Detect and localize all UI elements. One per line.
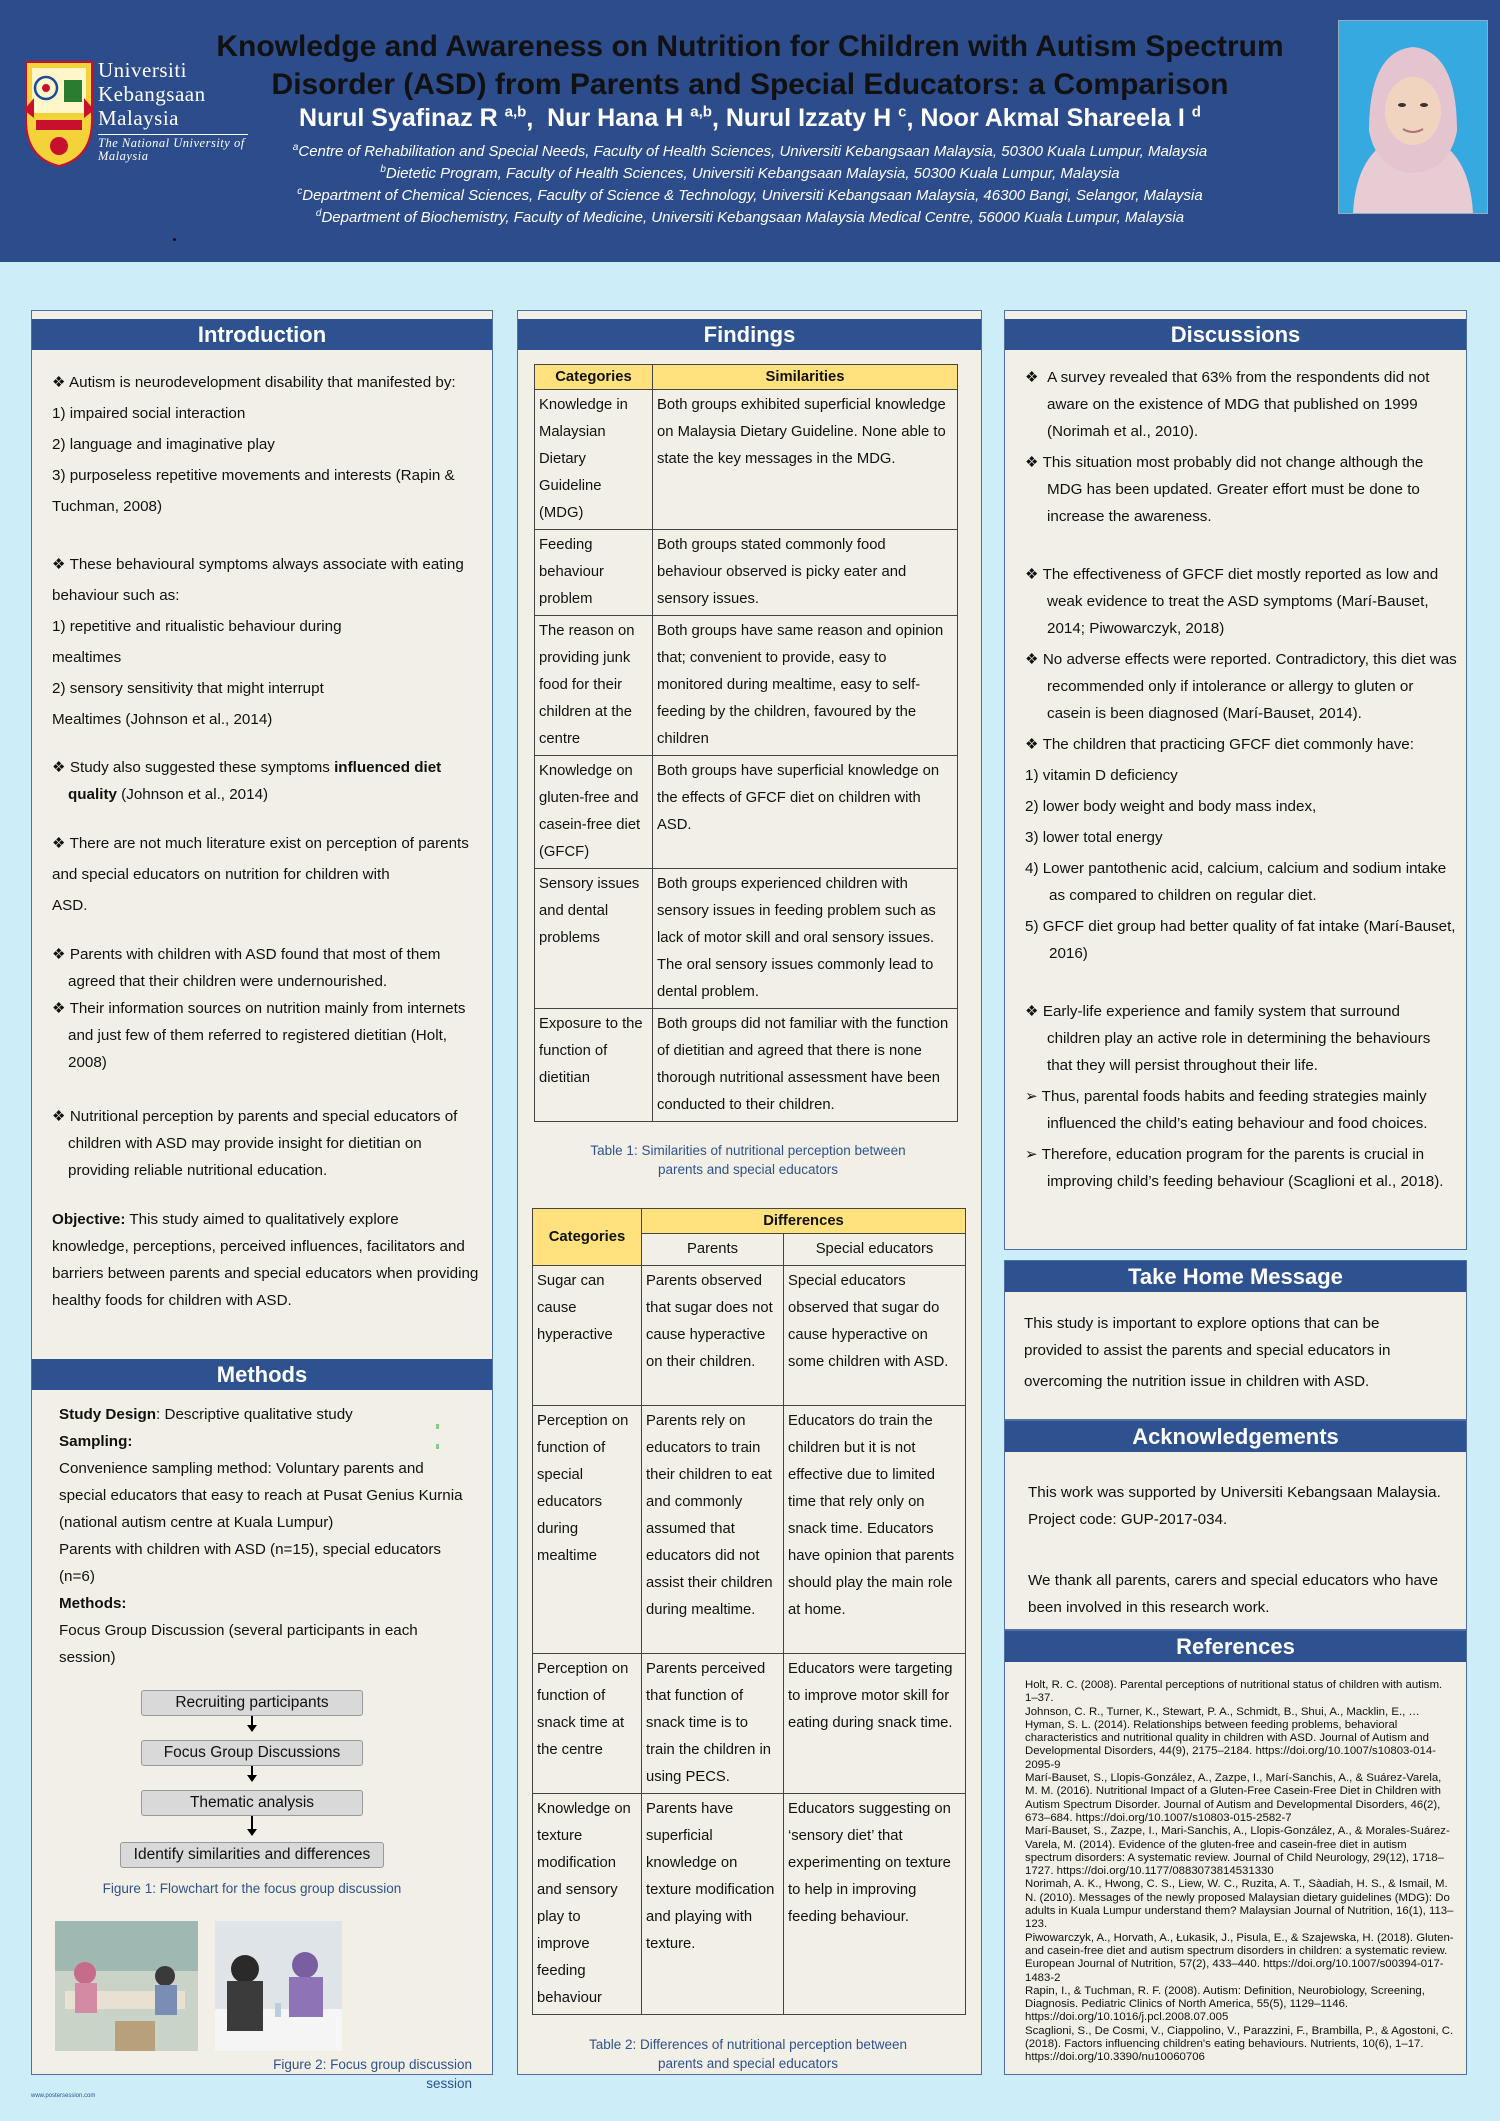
table-cell: Both groups stated commonly food behaviour observed is picky eater and sensory issues. [653,530,958,616]
logo-tagline: The National University of Malaysia [98,134,248,163]
reference-item: Scaglioni, S., De Cosmi, V., Ciappolino, V., Parazzini, F., Brambilla, P., & Agostoni, C. (2018). Factors influencing children's eating behaviours. Nutrients, 10(6), 1–17. https://doi.org/10.3390/nu10060706 [1025,2024,1454,2064]
reference-item: Johnson, C. R., Turner, K., Stewart, P. A., Schmidt, B., Shui, A., Macklin, E., … Hyman, S. L. (2014). Relationships between feeding problems, behavioral characteristics and nutritional quality in children with ASD. Journal of Autism and Developmental Disorders, 44(9), 2175–2184. https://doi.org/10.1007/s10803-014-2095-9 [1025,1705,1436,1771]
intro-text: 2008) [68,1054,107,1071]
discussion-bullet: ❖ This situation most probably did not change although the MDG has been updated. Greater effort must be done to increase the awareness. [1025,454,1424,525]
discussion-bullet: ❖ The children that practicing GFCF diet commonly have: [1025,736,1414,753]
affiliation-d: $^d$Department of Biochemistry, Faculty of Medicine, Universiti Kebangsaan Malaysia Medical Centre, 56000 Kuala Lumpur, Malaysia [315,208,1185,226]
findings-heading: Findings [518,319,981,350]
discussion-bullet: ❖ Early-life experience and family system that surround children play an active role in determining the behaviours that they will persist throughout their life. [1025,1003,1431,1074]
take-home-body [1024,1310,1454,1395]
acknowledgements-panel [1004,1420,1467,1630]
table-row [535,530,958,616]
table-cell: Educators do train the children but it is not effective due to limited time that rely only on snack time. Educators have opinion that parents should play the main role at home. [784,1406,966,1654]
table-row [533,1654,966,1794]
sampling-text: special educators that easy to reach at Pusat Genius Kurnia [59,1487,463,1504]
decor-mark [436,1444,439,1449]
flow-step-2: Focus Group Discussions [141,1740,363,1766]
acknowledgements-text: This work was supported by Universiti Kebangsaan Malaysia. [1028,1484,1441,1501]
discussion-list-item: 2) lower body weight and body mass index, [1025,798,1317,815]
objective: Objective: This study aimed to qualitatively explore [52,1211,399,1228]
author-2: Nur Hana H $^{a,b}$ [547,104,712,133]
discussions-panel [1004,310,1467,1250]
discussion-bullet: ❖ A survey revealed that 63% from the respondents did not aware on the existence of MDG that published on 1999 (Norimah et al., 2010). [1025,369,1430,440]
methods-text: session) [59,1649,116,1666]
header-dot [173,238,176,241]
intro-bullet-3-cont: quality (Johnson et al., 2014) [68,786,269,803]
poster-title [215,28,1285,104]
author-list: Nurul Syafinaz R $^{a,b}$, Nur Hana H $^{a,b}$, Nurul Izzaty H $^c$, Noor Akmal Shareela I $^d$ [299,104,1201,133]
intro-bullet-6: ❖ Their information sources on nutrition mainly from internets [52,1000,466,1017]
methods-text: Focus Group Discussion (several participants in each [59,1622,418,1639]
acknowledgements-text: We thank all parents, carers and special educators who have [1028,1572,1439,1589]
table-cell: Educators suggesting on ‘sensory diet’ that experimenting on texture to help in improving feeding behaviour. [784,1794,966,2015]
author-4: Noor Akmal Shareela I $^d$ [920,104,1201,133]
table-row [535,616,958,756]
discussion-bullet: ❖ The effectiveness of GFCF diet mostly reported as low and weak evidence to treat the ASD symptoms (Marí-Bauset, 2014; Piwowarczyk, 2018) [1025,566,1439,637]
table-cell: Parents perceived that function of snack time is to train the children in using PECS. [642,1654,784,1794]
table-header-cell: Similarities [653,365,958,390]
discussion-list-item: 4) Lower pantothenic acid, calcium, calcium and sodium intake as compared to children on regular diet. [1025,860,1447,904]
objective-text: knowledge, perceptions, perceived influences, facilitators and [52,1238,465,1255]
intro-text: behaviour such as: [52,587,180,604]
table-header-row [533,1209,966,1234]
intro-list-item: Tuchman, 2008) [52,498,163,515]
introduction-body [52,369,482,1314]
intro-list-item: 3) purposeless repetitive movements and interests (Rapin & [52,467,455,484]
affiliation-b: $^b$Dietetic Program, Faculty of Health Sciences, Universiti Kebangsaan Malaysia, 50300 Kuala Lumpur, Malaysia [380,164,1120,182]
focus-group-photo-1 [55,1921,198,2051]
reference-item: Marí-Bauset, S., Zazpe, I., Mari-Sanchis, A., Llopis-González, A., & Morales-Suárez-Varela, M. (2014). Evidence of the gluten-free and casein-free diet in autism spectrum disorders: A systematic review. Journal of Child Neurology, 29(12), 1718–1727. https://doi.org/10.1177/0883073814531330 [1025,1825,1450,1878]
references-list [1025,1679,1455,2065]
author-3: Nurul Izzaty H $^c$ [725,104,907,133]
table-header-cell: Special educators [784,1234,966,1266]
reference-item: Norimah, A. K., Hwong, C. S., Liew, W. C., Ruzita, A. T., Sàadiah, H. S., & Ismail, M. N. (2010). Messages of the newly proposed Malaysian dietary guidelines (MDG): Do adults in Kuala Lumpur understand them? Malaysian Journal of Nutrition, 16(1), 113–123. [1025,1878,1454,1931]
table-row [533,1406,966,1654]
author-1: Nurul Syafinaz R $^{a,b}$ [299,104,527,133]
intro-text: and special educators on nutrition for children with [52,866,390,883]
intro-text: ASD. [52,897,88,914]
table-cell: Sensory issues and dental problems [535,869,653,1009]
reference-item: Marí-Bauset, S., Llopis-González, A., Zazpe, I., Marí-Sanchis, A., & Suárez-Varela, M. M. (2016). Nutritional Impact of a Gluten-Free Casein-Free Diet in Children with Autism Spectrum Disorder. Journal of Autism and Developmental Disorders, 46(2), 673–684. https://doi.org/10.1007/s10803-015-2582-7 [1025,1772,1442,1824]
table-header-cell: Categories [533,1209,642,1266]
intro-list-item: 2) sensory sensitivity that might interrupt [52,680,324,697]
references-heading: References [1005,1631,1466,1662]
author-photo [1338,20,1488,214]
table-cell: Perception on function of snack time at the centre [533,1654,642,1794]
intro-bullet-3: ❖ Study also suggested these symptoms influenced diet [52,759,442,776]
flow-arrow [251,1766,253,1780]
table-2-caption: Table 2: Differences of nutritional perception between parents and special educators [589,2037,907,2071]
table-cell: Sugar can cause hyperactive [533,1266,642,1406]
objective-text: healthy foods for children with ASD. [52,1292,292,1309]
discussion-list-item: 1) vitamin D deficiency [1025,767,1178,784]
intro-bullet-7: ❖ Nutritional perception by parents and special educators of [52,1108,458,1125]
acknowledgements-heading: Acknowledgements [1005,1421,1466,1452]
study-design: Study Design: Descriptive qualitative study [59,1406,353,1423]
table-1-caption: Table 1: Similarities of nutritional perception between parents and special educators [590,1143,906,1177]
findings-panel [517,310,982,2075]
table-cell: Both groups exhibited superficial knowledge on Malaysia Dietary Guideline. None able to state the key messages in the MDG. [653,390,958,530]
table-row [535,390,958,530]
take-home-heading: Take Home Message [1005,1261,1466,1292]
intro-list-item: 2) language and imaginative play [52,436,275,453]
similarities-table [534,364,958,1122]
table-cell: Knowledge in Malaysian Dietary Guideline (MDG) [535,390,653,530]
table-cell: Knowledge on texture modification and sensory play to improve feeding behaviour [533,1794,642,2015]
table-cell: Perception on function of special educators during mealtime [533,1406,642,1654]
intro-text: agreed that their children were undernourished. [68,973,388,990]
decor-mark [436,1424,439,1429]
acknowledgements-text: been involved in this research work. [1028,1599,1270,1616]
table-cell: The reason on providing junk food for their children at the centre [535,616,653,756]
logo-line-3: Malaysia [98,106,179,130]
table-cell: Both groups have same reason and opinion that; convenient to provide, easy to monitored during mealtime, easy to self-feeding by the children, favoured by the children [653,616,958,756]
reference-item: Piwowarczyk, A., Horvath, A., Łukasik, J., Pisula, E., & Szajewska, H. (2018). Gluten- and casein-free diet and autism spectrum disorders in children: a systematic review. European Journal of Nutrition, 57(2), 433–440. https://doi.org/10.1007/s00394-017-1483-2 [1025,1931,1454,1984]
table-cell: Parents rely on educators to train their children to eat and commonly assumed that educators did not assist their children during mealtime. [642,1406,784,1654]
intro-bullet-5: ❖ Parents with children with ASD found that most of them [52,946,441,963]
objective-text: barriers between parents and special educators when providing [52,1265,479,1282]
table-cell: Both groups did not familiar with the function of dietitian and agreed that there is none thorough nutritional assessment have been conducted to their children. [653,1009,958,1122]
reference-item: Rapin, I., & Tuchman, R. F. (2008). Autism: Definition, Neurobiology, Screening, Diagnosis. Pediatric Clinics of North America, 55(5), 1129–1146. https://doi.org/10.1016/j.pcl.2008.07.005 [1025,1984,1425,2024]
table-cell: Parents have superficial knowledge on texture modification and playing with texture. [642,1794,784,2015]
discussions-heading: Discussions [1005,319,1466,350]
sampling-text: (national autism centre at Kuala Lumpur) [59,1514,334,1531]
introduction-methods-panel [31,310,493,2091]
flow-step-3: Thematic analysis [141,1790,363,1816]
table-header-row [535,365,958,390]
affiliation-a: $^a$Centre of Rehabilitation and Special Needs, Faculty of Health Sciences, Universiti Kebangsaan Malaysia, 50300 Kuala Lumpur, Malaysia [292,142,1208,160]
intro-text: and just few of them referred to registered dietitian (Holt, [68,1027,448,1044]
table-row [533,1794,966,2015]
take-home-panel [1004,1260,1467,1420]
sampling-text: Parents with children with ASD (n=15), special educators [59,1541,441,1558]
sampling-text: (n=6) [59,1568,95,1585]
table-row [533,1266,966,1406]
intro-list-item: 1) impaired social interaction [52,405,246,422]
focus-group-photo-2 [215,1921,342,2051]
table-cell: Educators were targeting to improve motor skill for eating during snack time. [784,1654,966,1794]
footer-url: www.postersession.com [31,2093,96,2099]
poster-header [0,0,1500,262]
take-home-text: provided to assist the parents and special educators in [1024,1342,1391,1359]
discussion-list-item: 3) lower total energy [1025,829,1163,846]
take-home-text: This study is important to explore options that can be [1024,1315,1380,1332]
table-cell: Both groups experienced children with sensory issues in feeding problem such as lack of motor skill and oral sensory issues. The oral sensory issues commonly lead to dental problem. [653,869,958,1009]
discussion-arrow-bullet: ➢ Therefore, education program for the parents is crucial in improving child’s feeding behaviour (Scaglioni et al., 2018). [1025,1146,1444,1190]
affiliation-c: $^c$Department of Chemical Sciences, Faculty of Science & Technology, Universiti Kebangsaan Malaysia, 46300 Bangi, Selangor, Malaysia [297,186,1203,204]
reference-item: Holt, R. C. (2008). Parental perceptions of nutritional status of children with autism. 1–37. [1025,1679,1443,1705]
methods-label: Methods: [59,1595,127,1612]
flow-arrow [251,1816,253,1834]
sampling-label: Sampling: [59,1433,133,1450]
acknowledgements-text: Project code: GUP-2017-034. [1028,1511,1228,1528]
table-cell: Both groups have superficial knowledge on the effects of GFCF diet on children with ASD. [653,756,958,869]
intro-text: providing reliable nutritional education. [68,1162,328,1179]
table-row [535,1009,958,1122]
intro-text: children with ASD may provide insight for dietitian on [68,1135,422,1152]
table-header-cell: Categories [535,365,653,390]
table-header-cell: Differences [642,1209,966,1234]
table-cell: Special educators observed that sugar do cause hyperactive on some children with ASD. [784,1266,966,1406]
flow-step-1: Recruiting participants [141,1690,363,1716]
table-cell: Feeding behaviour problem [535,530,653,616]
logo-line-1: Universiti [98,58,187,82]
table-row [535,756,958,869]
discussion-bullet: ❖ No adverse effects were reported. Contradictory, this diet was recommended only if intolerance or allergy to gluten or casein is been diagnosed (Marí-Bauset, 2014). [1025,651,1457,722]
introduction-heading: Introduction [32,319,492,350]
figure-1-caption: Figure 1: Flowchart for the focus group discussion [102,1881,402,1896]
table-cell: Exposure to the function of dietitian [535,1009,653,1122]
intro-list-item: Mealtimes (Johnson et al., 2014) [52,711,273,728]
intro-list-item: 1) repetitive and ritualistic behaviour during [52,618,342,635]
figure-2-caption: Figure 2: Focus group discussion session [273,2057,472,2091]
intro-list-item: mealtimes [52,649,122,666]
table-header-cell: Parents [642,1234,784,1266]
title-line-2: Disorder (ASD) from Parents and Special Educators: a Comparison [271,68,1229,101]
intro-bullet-1: ❖ Autism is neurodevelopment disability that manifested by: [52,374,456,391]
discussions-body [1025,364,1457,1195]
discussion-arrow-bullet: ➢ Thus, parental foods habits and feeding strategies mainly influenced the child’s eating behaviour and food choices. [1025,1088,1428,1132]
references-panel [1004,1630,1467,2075]
intro-bullet-4: ❖ There are not much literature exist on perception of parents [52,835,469,852]
table-cell: Parents observed that sugar does not cause hyperactive on their children. [642,1266,784,1406]
flow-step-4: Identify similarities and differences [120,1842,384,1868]
table-cell: Knowledge on gluten-free and casein-free diet (GFCF) [535,756,653,869]
acknowledgements-body [1028,1479,1458,1621]
methods-body [59,1401,484,1671]
discussion-list-item: 5) GFCF diet group had better quality of fat intake (Marí-Bauset, 2016) [1025,918,1456,962]
methods-heading: Methods [32,1359,492,1390]
table-row [535,869,958,1009]
flow-arrow [251,1716,253,1730]
take-home-text: overcoming the nutrition issue in children with ASD. [1024,1373,1370,1390]
logo-line-2: Kebangsaan [98,82,206,106]
title-line-1: Knowledge and Awareness on Nutrition for Children with Autism Spectrum [216,30,1284,63]
differences-table [532,1208,966,2015]
intro-bullet-2: ❖ These behavioural symptoms always associate with eating [52,556,464,573]
sampling-text: Convenience sampling method: Voluntary parents and [59,1460,424,1477]
